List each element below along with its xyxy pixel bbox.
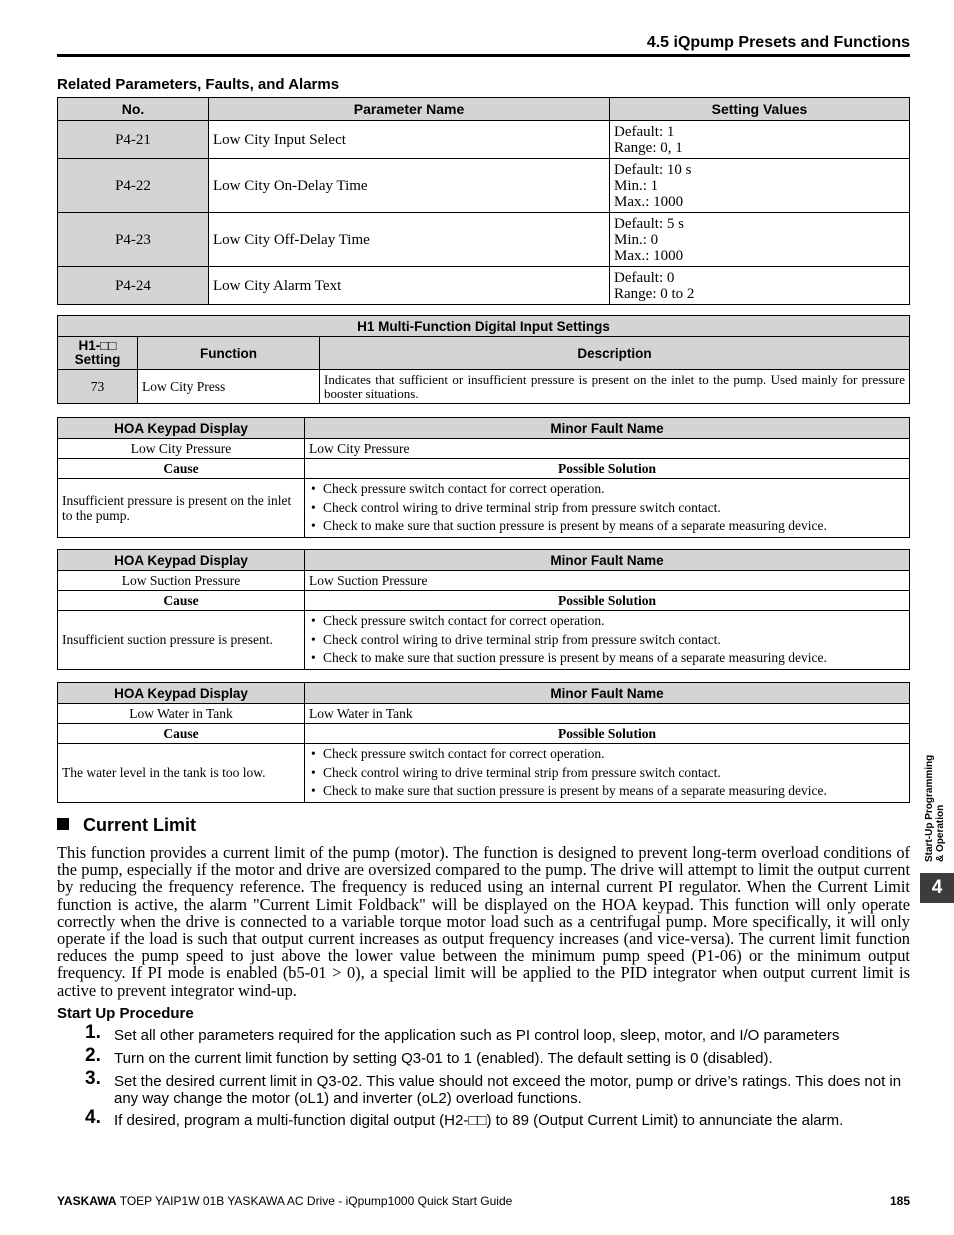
solution-item: • Check to make sure that suction pressure is present by means of a separate measuring device. bbox=[309, 517, 905, 536]
solution-list bbox=[309, 745, 905, 801]
cause-header: Cause bbox=[58, 591, 305, 611]
column-header-parameter-name: Parameter Name bbox=[209, 98, 610, 121]
table-row bbox=[58, 370, 910, 404]
hoa-display-value: Low City Pressure bbox=[58, 439, 305, 459]
parameter-no: P4-24 bbox=[58, 267, 209, 305]
fault-table-low-city-pressure bbox=[57, 417, 910, 538]
solution-item: • Check pressure switch contact for correct operation. bbox=[309, 480, 905, 499]
table-row bbox=[58, 459, 910, 479]
procedure-step bbox=[57, 1045, 910, 1067]
solution-list bbox=[309, 480, 905, 536]
column-header-minor-fault-name: Minor Fault Name bbox=[305, 550, 910, 571]
step-number: 1. bbox=[85, 1022, 101, 1043]
cause-value: The water level in the tank is too low. bbox=[58, 744, 305, 803]
table-row bbox=[58, 159, 910, 213]
parameter-name: Low City Input Select bbox=[209, 121, 610, 159]
h1-table-title: H1 Multi-Function Digital Input Settings bbox=[58, 316, 910, 337]
footer-page-number: 185 bbox=[889, 1194, 910, 1208]
table-header-row bbox=[58, 550, 910, 571]
table-row bbox=[58, 479, 910, 538]
solution-list bbox=[309, 612, 905, 668]
section-square-icon bbox=[57, 818, 69, 830]
hoa-display-value: Low Suction Pressure bbox=[58, 571, 305, 591]
step-number: 3. bbox=[85, 1068, 101, 1089]
parameter-name: Low City Alarm Text bbox=[209, 267, 610, 305]
table-row bbox=[58, 571, 910, 591]
parameter-name: Low City Off-Delay Time bbox=[209, 213, 610, 267]
table-row bbox=[58, 121, 910, 159]
chapter-side-label-text: Start-Up Programming & Operation bbox=[924, 754, 946, 862]
solutions-cell bbox=[305, 744, 910, 803]
table-row bbox=[58, 704, 910, 724]
minor-fault-name-value: Low City Pressure bbox=[305, 439, 910, 459]
page-header-title: 4.5 iQpump Presets and Functions bbox=[646, 34, 910, 51]
h1-description-value: Indicates that sufficient or insufficient pressure is present on the inlet to the pump. Used mainly for pressure booster situations. bbox=[320, 370, 910, 404]
parameter-no: P4-22 bbox=[58, 159, 209, 213]
solution-item: • Check pressure switch contact for correct operation. bbox=[309, 612, 905, 631]
table-row bbox=[58, 267, 910, 305]
step-text: Set all other parameters required for the application such as PI control loop, sleep, motor, and I/O parameters bbox=[114, 1027, 840, 1044]
footer-doc-info bbox=[57, 1194, 512, 1208]
parameter-name: Low City On-Delay Time bbox=[209, 159, 610, 213]
step-number: 4. bbox=[85, 1107, 101, 1128]
chapter-number-tab: 4 bbox=[920, 873, 954, 903]
step-text: If desired, program a multi-function digital output (H2-□□) to 89 (Output Current Limit) to annunciate the alarm. bbox=[114, 1112, 844, 1129]
possible-solution-header: Possible Solution bbox=[305, 724, 910, 744]
parameter-values: Default: 0 Range: 0 to 2 bbox=[610, 267, 910, 305]
minor-fault-name-value: Low Water in Tank bbox=[305, 704, 910, 724]
fault-table-low-suction-pressure bbox=[57, 549, 910, 670]
table-row bbox=[58, 439, 910, 459]
h1-setting-value: 73 bbox=[58, 370, 138, 404]
hoa-display-value: Low Water in Tank bbox=[58, 704, 305, 724]
step-text: Set the desired current limit in Q3-02. This value should not exceed the motor, pump or drive’s ratings. This does not in any way change the motor (oL1) and inverter (oL2) overload functions. bbox=[114, 1073, 902, 1107]
fault-table-low-water-in-tank bbox=[57, 682, 910, 803]
table-header-row bbox=[58, 418, 910, 439]
column-header-description: Description bbox=[320, 337, 910, 370]
solution-item: • Check control wiring to drive terminal strip from pressure switch contact. bbox=[309, 631, 905, 650]
table-row bbox=[58, 591, 910, 611]
step-number: 2. bbox=[85, 1045, 101, 1066]
column-header-h1-setting: H1-□□ Setting bbox=[58, 337, 138, 370]
table-row bbox=[58, 724, 910, 744]
cause-header: Cause bbox=[58, 459, 305, 479]
column-header-hoa-display: HOA Keypad Display bbox=[58, 418, 305, 439]
possible-solution-header: Possible Solution bbox=[305, 591, 910, 611]
cause-header: Cause bbox=[58, 724, 305, 744]
solution-item: • Check to make sure that suction pressure is present by means of a separate measuring device. bbox=[309, 782, 905, 801]
solution-item: • Check pressure switch contact for correct operation. bbox=[309, 745, 905, 764]
table-row bbox=[58, 611, 910, 670]
minor-fault-name-value: Low Suction Pressure bbox=[305, 571, 910, 591]
parameter-values: Default: 10 s Min.: 1 Max.: 1000 bbox=[610, 159, 910, 213]
solution-item: • Check control wiring to drive terminal strip from pressure switch contact. bbox=[309, 764, 905, 783]
column-header-function: Function bbox=[138, 337, 320, 370]
solutions-cell bbox=[305, 479, 910, 538]
related-parameters-heading: Related Parameters, Faults, and Alarms bbox=[57, 76, 340, 93]
table-title-row bbox=[58, 316, 910, 337]
solution-item: • Check control wiring to drive terminal strip from pressure switch contact. bbox=[309, 499, 905, 518]
footer-brand: YASKAWA bbox=[57, 1194, 117, 1208]
cause-value: Insufficient pressure is present on the inlet to the pump. bbox=[58, 479, 305, 538]
procedure-heading: Start Up Procedure bbox=[57, 1005, 194, 1022]
cause-value: Insufficient suction pressure is present. bbox=[58, 611, 305, 670]
procedure-step bbox=[57, 1107, 910, 1129]
column-header-no: No. bbox=[58, 98, 209, 121]
header-rule bbox=[57, 54, 910, 57]
parameter-no: P4-21 bbox=[58, 121, 209, 159]
column-header-minor-fault-name: Minor Fault Name bbox=[305, 683, 910, 704]
parameter-values: Default: 1 Range: 0, 1 bbox=[610, 121, 910, 159]
procedure-step bbox=[57, 1022, 910, 1044]
column-header-hoa-display: HOA Keypad Display bbox=[58, 683, 305, 704]
parameter-no: P4-23 bbox=[58, 213, 209, 267]
table-row bbox=[58, 213, 910, 267]
column-header-minor-fault-name: Minor Fault Name bbox=[305, 418, 910, 439]
solutions-cell bbox=[305, 611, 910, 670]
section-title bbox=[57, 815, 196, 836]
parameter-values: Default: 5 s Min.: 0 Max.: 1000 bbox=[610, 213, 910, 267]
step-text: Turn on the current limit function by setting Q3-01 to 1 (enabled). The default setting is 0 (disabled). bbox=[114, 1050, 773, 1067]
table-header-row bbox=[58, 337, 910, 370]
h1-function-value: Low City Press bbox=[138, 370, 320, 404]
solution-item: • Check to make sure that suction pressure is present by means of a separate measuring device. bbox=[309, 649, 905, 668]
column-header-setting-values: Setting Values bbox=[610, 98, 910, 121]
h1-input-settings-table bbox=[57, 315, 910, 404]
possible-solution-header: Possible Solution bbox=[305, 459, 910, 479]
chapter-side-label bbox=[920, 730, 950, 865]
footer-doc-title: TOEP YAIP1W 01B YASKAWA AC Drive - iQpump1000 Quick Start Guide bbox=[119, 1194, 513, 1208]
table-header-row bbox=[58, 98, 910, 121]
body-paragraph: This function provides a current limit of the pump (motor). The function is designed to prevent long-term overload conditions of the pump, especially if the motor and drive are oversized compared to the pump. The drive will attempt to limit the output current by reducing the frequency reference. The frequency is reduced using an internal current PI regulator. When the Current Limit function is active, the alarm "Current Limit Foldback" will be displayed on the HOA keypad. This function will only operate correctly when the drive is connected to a variable torque motor load such as a centrifugal pump. More specifically, it will only operate if the load is such that output current increases as output frequency increases (and vice-versa). The current limit function reduces the pump speed to just above the lower value between the minimum pump speed (P1-06) or the minimum output frequency. If PI mode is enabled (b5-01 > 0), a special limit will be applied to the PID integrator when output current limit is active to prevent integrator wind-up. bbox=[57, 843, 910, 1000]
table-row bbox=[58, 744, 910, 803]
section-title-text: Current Limit bbox=[83, 815, 197, 835]
procedure-step bbox=[57, 1068, 910, 1107]
related-parameters-table bbox=[57, 97, 910, 305]
table-header-row bbox=[58, 683, 910, 704]
column-header-hoa-display: HOA Keypad Display bbox=[58, 550, 305, 571]
